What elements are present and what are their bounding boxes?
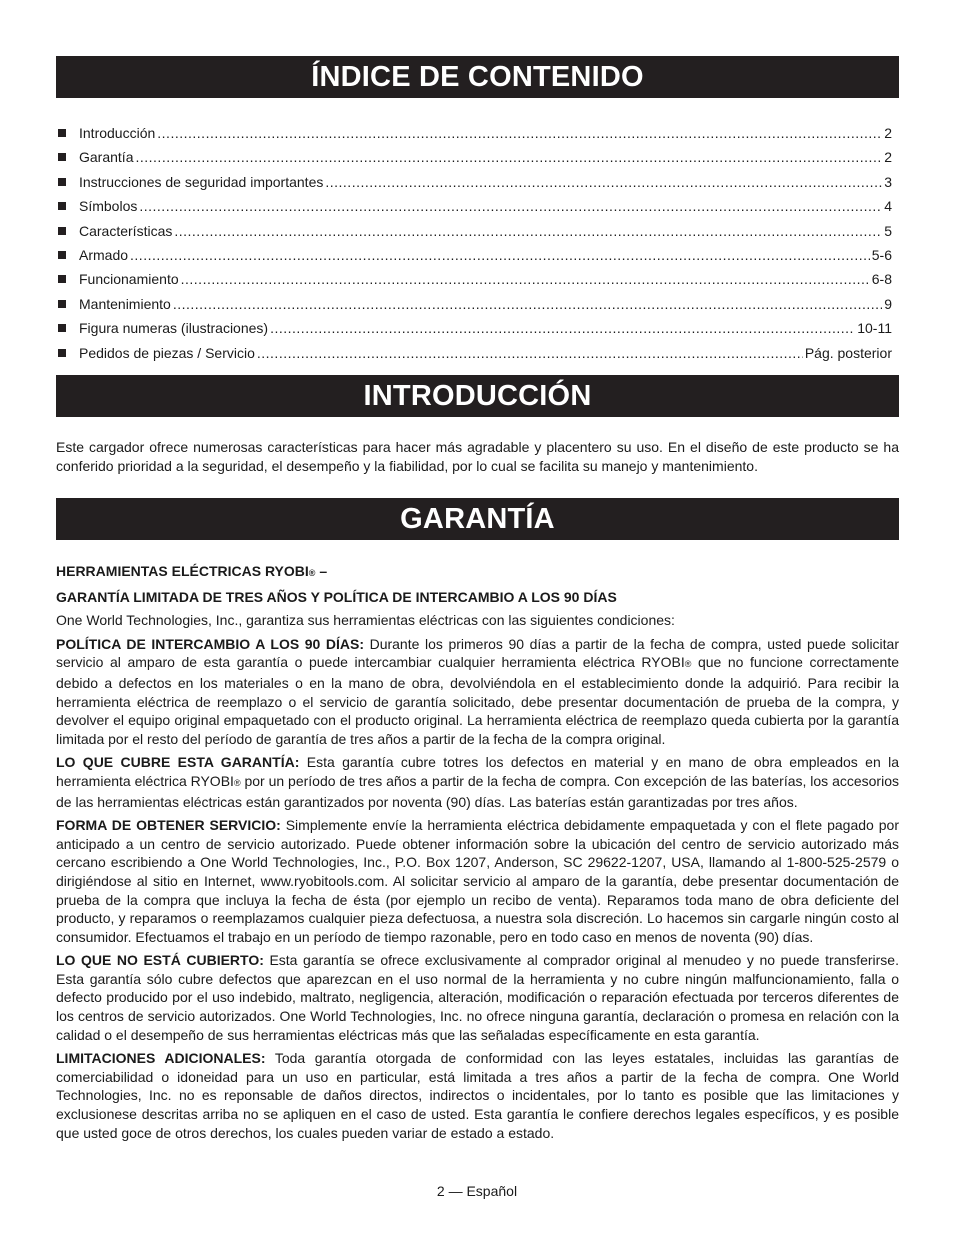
dot-leader [174,219,882,243]
dot-leader [157,121,882,145]
toc-item-page: Pág. posterior [804,344,892,361]
coverage-label: LO QUE CUBRE ESTA GARANTÍA: [56,754,300,771]
toc-item-label: Pedidos de piezas / Servicio [79,344,255,361]
service-paragraph [56,816,899,946]
toc-item-label: Símbolos [79,198,138,215]
toc-item[interactable] [56,267,892,291]
table-of-contents [56,121,892,365]
warranty-subheading [56,562,899,583]
toc-item[interactable] [56,145,892,169]
toc-item-label: Introducción [79,125,156,141]
square-bullet-icon [58,227,66,235]
warranty-subheading-dash: – [315,563,328,579]
intro-heading: INTRODUCCIÓN [56,375,899,417]
dot-leader [173,292,882,316]
service-label: FORMA DE OBTENER SERVICIO: [56,817,281,834]
toc-item-page: 5-6 [871,246,892,263]
toc-item[interactable] [56,219,892,243]
toc-item-page: 2 [884,149,892,166]
dot-leader [257,341,803,365]
toc-item-page: 5 [884,222,892,239]
toc-item-label: Instrucciones de seguridad importantes [79,173,324,190]
toc-item-label: Mantenimiento [79,295,171,312]
toc-item-label: Figura numeras (ilustraciones) [79,320,269,337]
registered-mark: ® [233,777,241,788]
coverage-paragraph [56,753,899,811]
toc-item-page: 6-8 [871,271,892,288]
exchange-policy-paragraph [56,635,899,749]
dot-leader [325,170,882,194]
square-bullet-icon [58,153,66,161]
square-bullet-icon [58,251,66,259]
dot-leader [130,243,870,267]
toc-item-label: Garantía [79,149,134,166]
toc-item-label: Características [79,222,173,239]
warranty-section [56,562,899,1147]
toc-item-label: Armado [79,246,129,263]
dot-leader [270,316,855,340]
toc-item[interactable] [56,316,892,340]
limitations-paragraph [56,1049,899,1142]
coverage-text-cont: por un período de tres años a partir de la fecha de compra. Con excepción de las baterías, los accesorios de las herramientas eléctricas están garantizados por noventa (90) días. Las baterías están garantizadas por tres años. [56,772,899,810]
not-covered-paragraph [56,951,899,1044]
dot-leader [139,194,882,218]
limitations-label: LIMITACIONES ADICIONALES: [56,1050,266,1067]
toc-item-page: 3 [884,173,892,190]
toc-item-page: 2 [884,125,892,141]
square-bullet-icon [58,178,66,186]
toc-item[interactable] [56,243,892,267]
toc-item[interactable] [56,170,892,194]
toc-item-page: 4 [884,198,892,215]
square-bullet-icon [58,324,66,332]
square-bullet-icon [58,349,66,357]
exchange-policy-text: Durante los primeros 90 días a partir de la fecha de compra, usted puede solicitar servicio al amparo de esta garantía o puede intercambiar cualquier herramienta eléctrica RYOBI [56,635,899,671]
square-bullet-icon [58,300,66,308]
limitations-text: Toda garantía otorgada de conformidad con las leyes estatales, incluidas las garantías de comerciabilidad o idoneidad para un uso en particular, está limitada a tres años a partir de la fecha de compra. One World Technologies, Inc. no es reponsable de daños directos, indirectos o incidentales, por lo tanto es posible que las limitaciones y exclusionese descritas arriba no se apliquen en el caso de usted. Esta garantía le confiere derechos legales específicos, y es posible que usted goce de otros derechos, los cuales pueden variar de estado a estado. [56,1050,899,1141]
dot-leader [135,145,882,169]
toc-item[interactable] [56,341,892,365]
toc-item-page: 9 [884,295,892,312]
toc-item[interactable] [56,292,892,316]
coverage-text: Esta garantía cubre totres los defectos en material y en mano de obra empleados en la herramienta eléctrica RYOBI [56,754,899,789]
warranty-subheading-text: HERRAMIENTAS ELÉCTRICAS RYOBI [56,563,309,579]
toc-heading: ÍNDICE DE CONTENIDO [56,56,899,98]
warranty-heading: GARANTÍA [56,498,899,540]
square-bullet-icon [58,129,66,137]
exchange-policy-label: POLÍTICA DE INTERCAMBIO A LOS 90 DÍAS: [56,635,365,652]
square-bullet-icon [58,202,66,210]
toc-item-label: Funcionamiento [79,271,179,288]
exchange-policy-text-cont: que no funcione correctamente debido a defectos en los materiales o en la mano de obra, devolviéndola en el establecimiento donde la adquirió. Para recibir la herramienta eléctrica de reemplazo o el servicio de garantía solicitado, debe presentar documentación de prueba de la compra, y devolver el equipo original empaquetado con el producto original. La herramienta eléctrica de reemplazo queda cubierta por la garantía limitada por el resto del período de garantía de tres años a partir de la fecha de la compra original. [56,654,900,747]
toc-item[interactable] [56,121,892,145]
service-text: Simplemente envíe la herramienta eléctrica debidamente empaquetada y con el flete pagado por anticipado a un centro de servicio autorizado. Puede obtener información sobre la ubicación del centro de servicio autorizado más cercano escribiendo a One World Technologies, Inc., P.O. Box 1207, Anderson, SC 29622-1207, USA, llamando al 1-800-525-2579 o dirigiéndose al sitio en Internet, www.ryobitools.com. Al solicitar servicio al amparo de la garantía, debe presentar documentación de prueba de la compra que incluya la fecha de ésta (por ejemplo un recibo de venta). Reparamos toda mano de obra deficiente del producto, y reparamos o reemplazamos cualquier pieza defectuosa, a nuestra sola discreción. Lo hacemos sin cargarle ningún costo al consumidor. Efectuamos el trabajo en un período de tiempo razonable, pero en todo caso en menos de noventa (90) días. [56,817,899,945]
not-covered-text: Esta garantía se ofrece exclusivamente al comprador original al menudeo y no puede transferirse. Esta garantía sólo cubre defectos que aparezcan en el uso normal de la herramienta y no cubre ningún malfuncionamiento, falla o defecto producido por el uso indebido, maltrato, negligencia, alteración, modificación o reparación efectuada por terceros diferentes de los centros de servicio autorizados. One World Technologies, Inc. no ofrece ninguna garantía, declaración o promesa en relación con la calidad o el desempeño de sus herramientas eléctricas más que las señaladas específicamente en esta garantía. [56,952,899,1043]
toc-item-page: 10-11 [857,320,892,337]
dot-leader [181,267,870,291]
page-footer: 2 — Español [436,1183,518,1199]
toc-item[interactable] [56,194,892,218]
intro-paragraph: Este cargador ofrece numerosas características para hacer más agradable y placentero su uso. En el diseño de este producto se ha conferido prioridad a la seguridad, el desempeño y la fiabilidad, por lo cual se facilita su manejo y mantenimiento. [56,439,899,474]
registered-mark: ® [684,659,692,670]
square-bullet-icon [58,275,66,283]
not-covered-label: LO QUE NO ESTÁ CUBIERTO: [56,952,264,969]
warranty-lead: One World Technologies, Inc., garantiza sus herramientas eléctricas con las siguientes condiciones: [56,612,675,629]
warranty-policy-heading: GARANTÍA LIMITADA DE TRES AÑOS Y POLÍTICA DE INTERCAMBIO A LOS 90 DÍAS [56,588,617,605]
registered-mark: ® [308,568,316,578]
